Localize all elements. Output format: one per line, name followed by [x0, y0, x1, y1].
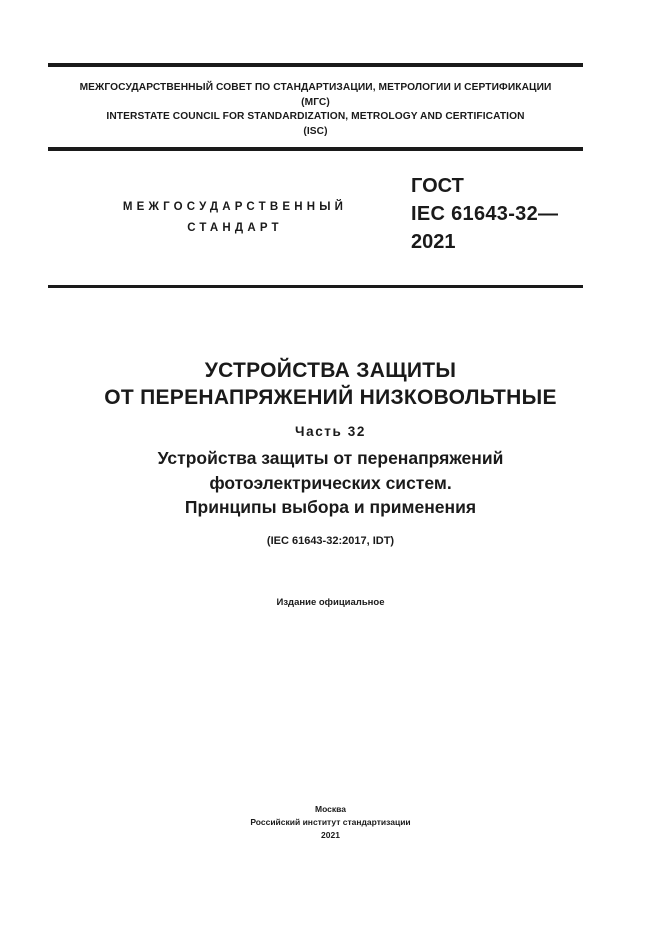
iec-reference: (IEC 61643-32:2017, IDT)	[266, 535, 395, 547]
designation-year: 2021	[411, 231, 456, 253]
subtitle-line3: Принципы выбора и применения	[184, 497, 477, 517]
edition-note: Издание официальное	[276, 597, 385, 608]
subtitle-line1: Устройства защиты от перенапряжений	[157, 448, 504, 468]
standard-designation	[411, 172, 558, 256]
top-rule	[48, 63, 583, 67]
title-line1: УСТРОЙСТВА ЗАЩИТЫ	[204, 359, 457, 382]
subtitle-line2: фотоэлектрических систем.	[209, 472, 452, 493]
council-abbr-en: (ISC)	[303, 125, 328, 137]
council-name-ru: МЕЖГОСУДАРСТВЕННЫЙ СОВЕТ ПО СТАНДАРТИЗАЦИИ, МЕТРОЛОГИИ И СЕРТИФИКАЦИИ	[79, 82, 552, 93]
council-name-en: INTERSTATE COUNCIL FOR STANDARDIZATION, METROLOGY AND CERTIFICATION	[106, 111, 525, 122]
middle-rule	[48, 147, 583, 151]
imprint	[20, 803, 641, 842]
imprint-publisher: Российский институт стандартизации	[250, 817, 411, 827]
bottom-rule	[48, 285, 583, 288]
imprint-city: Москва	[315, 804, 346, 814]
document-title	[20, 357, 641, 411]
document-subtitle	[20, 446, 641, 520]
council-header	[48, 81, 583, 139]
standard-kind-line2: СТАНДАРТ	[187, 222, 283, 234]
standard-kind	[100, 197, 370, 239]
part-label: Часть 32	[295, 424, 366, 439]
council-abbr-ru: (МГС)	[301, 96, 330, 108]
standard-kind-line1: МЕЖГОСУДАРСТВЕННЫЙ	[122, 201, 348, 213]
designation-number: IEC 61643-32—	[411, 203, 559, 225]
title-line2: ОТ ПЕРЕНАПРЯЖЕНИЙ НИЗКОВОЛЬТНЫЕ	[104, 386, 557, 409]
designation-prefix: ГОСТ	[411, 175, 464, 197]
imprint-year: 2021	[321, 830, 340, 840]
